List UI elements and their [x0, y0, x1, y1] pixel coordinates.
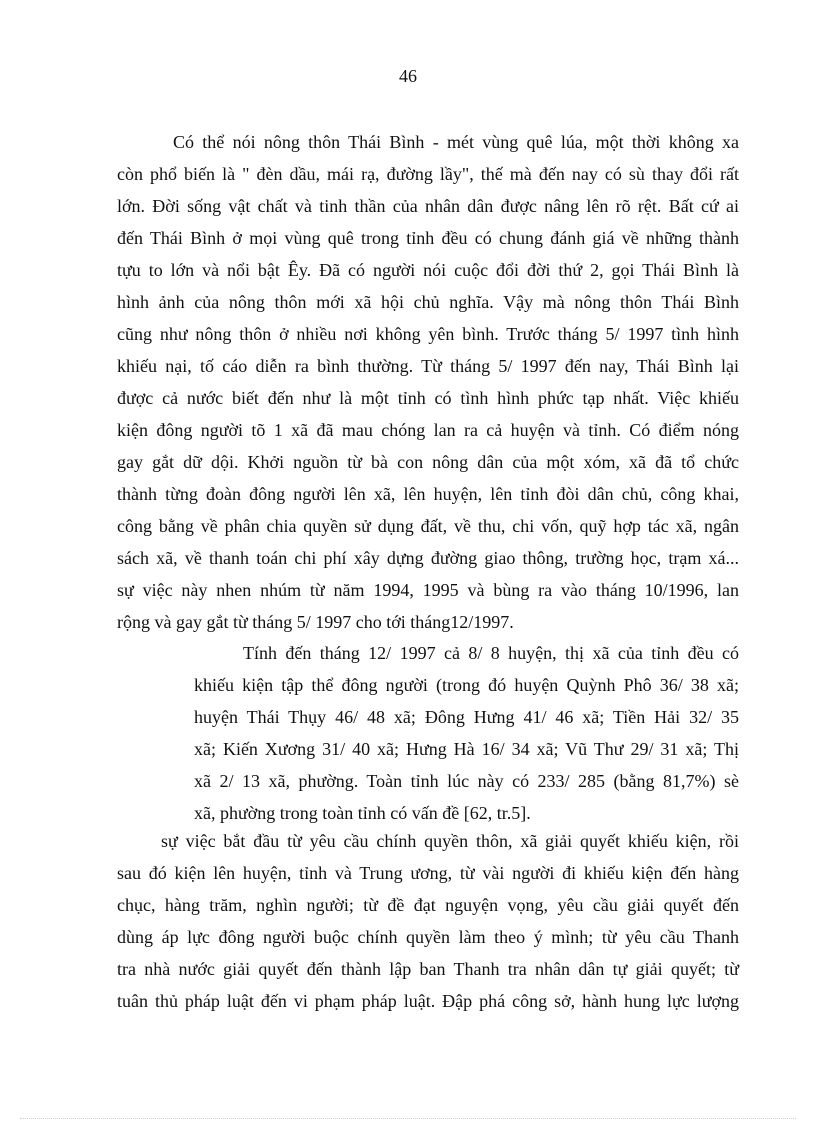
quote-line: xã 2/ 13 xã, phường. Toàn tỉnh lúc này có 233/ 285 (bằng 81,7%) sè — [194, 771, 739, 791]
text-line: tra nhà nước giải quyết đến thành lập ban Thanh tra nhân dân tự giải quyết; từ — [117, 959, 739, 979]
text-line: đến Thái Bình ở mọi vùng quê trong tỉnh đều có chung đánh giá về những thành — [117, 228, 739, 248]
quote-line: khiếu kiện tập thể đông người (trong đó huyện Quỳnh Phô 36/ 38 xã; — [194, 675, 739, 695]
quote-line: xã; Kiến Xương 31/ 40 xã; Hưng Hà 16/ 34 xã; Vũ Thư 29/ 31 xã; Thị — [194, 739, 739, 759]
text-line: công bằng về phân chia quyền sử dụng đất, về thu, chi vốn, quỹ hợp tác xã, ngân — [117, 516, 739, 536]
quote-line: huyện Thái Thụy 46/ 48 xã; Đông Hưng 41/ 46 xã; Tiền Hải 32/ 35 — [194, 707, 739, 727]
text-line: kiện đông người tõ 1 xã đã mau chóng lan ra cả huyện và tỉnh. Có điểm nóng — [117, 420, 739, 440]
page-bottom-rule — [20, 1118, 796, 1119]
text-line: khiếu nại, tố cáo diễn ra bình thường. Từ tháng 5/ 1997 đến nay, Thái Bình lại — [117, 356, 739, 376]
text-line: sau đó kiện lên huyện, tỉnh và Trung ương, từ vài người đi khiếu kiện đến hàng — [117, 863, 739, 883]
text-line: sách xã, về thanh toán chi phí xây dựng đường giao thông, trường học, trạm xá... — [117, 548, 739, 568]
text-line: được cả nước biết đến như là một tỉnh có tình hình phức tạp nhất. Việc khiếu — [117, 388, 739, 408]
text-line: tựu to lớn và nổi bật Êy. Đã có người nói cuộc đổi đời thứ 2, gọi Thái Bình là — [117, 260, 739, 280]
text-line: gay gắt dữ dội. Khởi nguồn từ bà con nông dân của một xóm, xã đã tổ chức — [117, 452, 739, 472]
text-line: rộng và gay gắt từ tháng 5/ 1997 cho tới tháng12/1997. — [117, 612, 514, 632]
quote-line: Tính đến tháng 12/ 1997 cả 8/ 8 huyện, thị xã của tỉnh đều có — [243, 643, 739, 663]
text-line: tuân thủ pháp luật đến vi phạm pháp luật. Đập phá công sở, hành hung lực lượng — [117, 991, 739, 1011]
text-line: chục, hàng trăm, nghìn người; từ đề đạt nguyện vọng, yêu cầu giải quyết đến — [117, 895, 739, 915]
page-number: 46 — [399, 66, 417, 86]
text-line: cũng như nông thôn ở nhiều nơi không yên bình. Trước tháng 5/ 1997 tình hình — [117, 324, 739, 344]
text-line: thành từng đoàn đông người lên xã, lên huyện, lên tỉnh đòi dân chủ, công khai, — [117, 484, 739, 504]
text-line: còn phổ biến là " đèn dầu, mái rạ, đường lầy", thế mà đến nay có sù thay đổi rất — [117, 164, 739, 184]
text-line: lớn. Đời sống vật chất và tinh thần của nhân dân được nâng lên rõ rệt. Bất cứ ai — [117, 196, 739, 216]
quote-line: xã, phường trong toàn tỉnh có vấn đề [62, tr.5]. — [194, 803, 531, 823]
text-line: sự việc bắt đầu từ yêu cầu chính quyền thôn, xã giải quyết khiếu kiện, rồi — [161, 831, 739, 851]
text-line: hình ảnh của nông thôn mới xã hội chủ nghĩa. Vậy mà nông thôn Thái Bình — [117, 292, 739, 312]
text-line: Có thể nói nông thôn Thái Bình - mét vùng quê lúa, một thời không xa — [173, 132, 739, 152]
text-line: sự việc này nhen nhúm từ năm 1994, 1995 và bùng ra vào tháng 10/1996, lan — [117, 580, 739, 600]
text-line: dùng áp lực đông người buộc chính quyền làm theo ý mình; từ yêu cầu Thanh — [117, 927, 739, 947]
